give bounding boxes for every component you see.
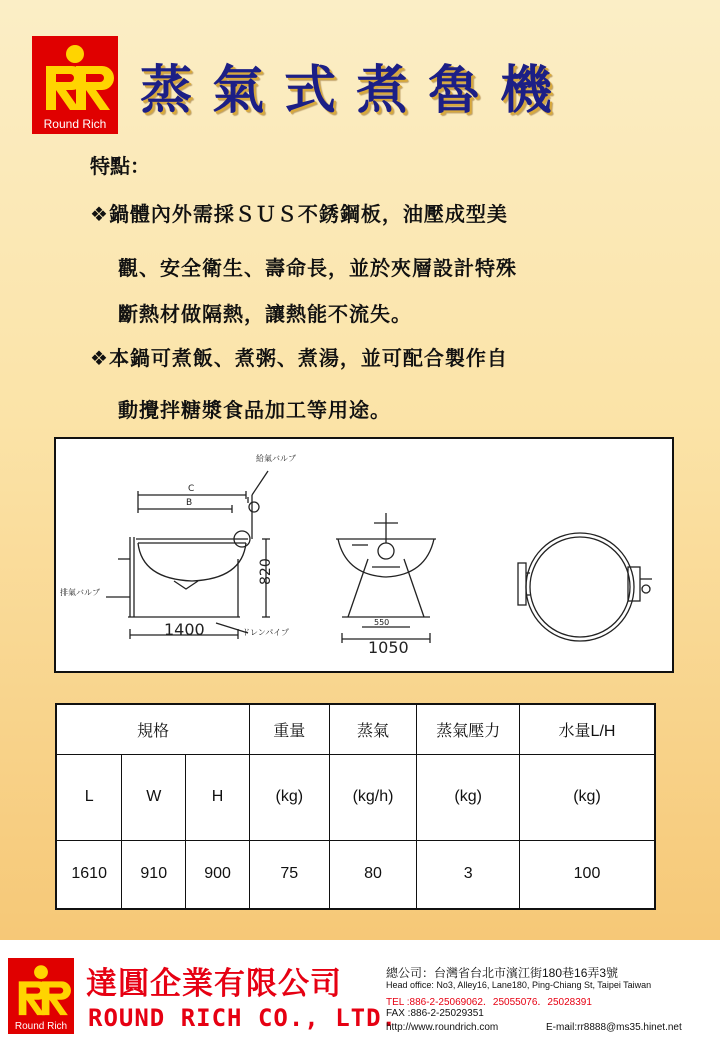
logo-caption: Round Rich	[43, 117, 107, 131]
footer-logo	[8, 958, 74, 1034]
spec-group-header: 規格	[56, 704, 249, 754]
company-name-english: ROUND RICH CO., LTD.	[88, 1004, 397, 1032]
table-row	[56, 840, 655, 909]
fax: FAX :886-2-25029351	[386, 1008, 484, 1019]
label-exhaust-valve: 排氣バルブ	[60, 588, 100, 597]
page-title: 蒸氣式煮魯機	[140, 60, 573, 121]
header-water: 水量L/H	[520, 704, 656, 754]
label-supply-valve: 給氣バルブ	[256, 454, 296, 463]
feature-1-line-1: 鍋體內外需採ＳＵＳ不銹鋼板，油壓成型美	[108, 202, 508, 226]
sub-l: L	[56, 754, 122, 840]
telephone: TEL :886-2-25069062．25055076．25028391	[386, 997, 592, 1008]
header-steam: 蒸氣	[329, 704, 417, 754]
value-h: 900	[186, 840, 250, 909]
sub-h: H	[186, 754, 250, 840]
feature-item-2	[90, 346, 508, 370]
feature-2-line-2: 動攪拌糖漿食品加工等用途。	[118, 398, 391, 422]
round-rich-logo	[32, 36, 118, 134]
bullet-diamond-icon: ❖	[90, 202, 109, 226]
feature-1-line-3: 斷熱材做隔熱，讓熱能不流失。	[118, 302, 412, 326]
value-weight: 75	[249, 840, 329, 909]
dim-width-1050: 1050	[368, 638, 409, 657]
unit-pressure: (kg)	[417, 754, 520, 840]
value-l: 1610	[56, 840, 122, 909]
feature-item-1	[90, 202, 508, 226]
sub-w: W	[122, 754, 186, 840]
label-drain-pipe: ドレンパイプ	[242, 628, 289, 637]
value-steam: 80	[329, 840, 417, 909]
table-header-row	[56, 704, 655, 754]
unit-water: (kg)	[520, 754, 656, 840]
head-office-english: Head office: No3, Alley16, Lane180, Ping-Chiang St, Taipei Taiwan	[386, 980, 652, 990]
header-steam-pressure: 蒸氣壓力	[417, 704, 520, 754]
unit-weight: (kg)	[249, 754, 329, 840]
header-weight: 重量	[249, 704, 329, 754]
unit-steam: (kg/h)	[329, 754, 417, 840]
company-name-chinese: 達圓企業有限公司	[86, 966, 342, 1002]
dim-label-b: B	[186, 498, 193, 508]
dim-label-c: C	[188, 484, 195, 494]
value-water: 100	[520, 840, 656, 909]
features-label: 特點：	[90, 154, 150, 178]
value-w: 910	[122, 840, 186, 909]
rr-monogram-icon	[32, 36, 118, 116]
rr-monogram-icon	[8, 958, 74, 1020]
value-pressure: 3	[417, 840, 520, 909]
bullet-diamond-icon: ❖	[90, 346, 109, 370]
table-unit-row	[56, 754, 655, 840]
technical-drawing	[54, 437, 674, 673]
dim-inner-550: 550	[374, 618, 390, 627]
footer-logo-caption: Round Rich	[14, 1021, 68, 1032]
feature-2-line-1: 本鍋可煮飯、煮粥、煮湯，並可配合製作自	[108, 346, 508, 370]
dim-length-1400: 1400	[164, 620, 205, 639]
head-office-chinese: 總公司：台灣省台北市濱江街180巷16弄3號	[386, 966, 619, 980]
email-link[interactable]: E-mail:rr8888@ms35.hinet.net	[546, 1022, 682, 1033]
website-link[interactable]: http://www.roundrich.com	[386, 1022, 499, 1033]
kettle-drawing	[56, 439, 672, 671]
dim-height-820: 820	[258, 558, 274, 585]
feature-1-line-2: 觀、安全衛生、壽命長，並於夾層設計特殊	[118, 256, 517, 280]
spec-table	[55, 703, 656, 910]
